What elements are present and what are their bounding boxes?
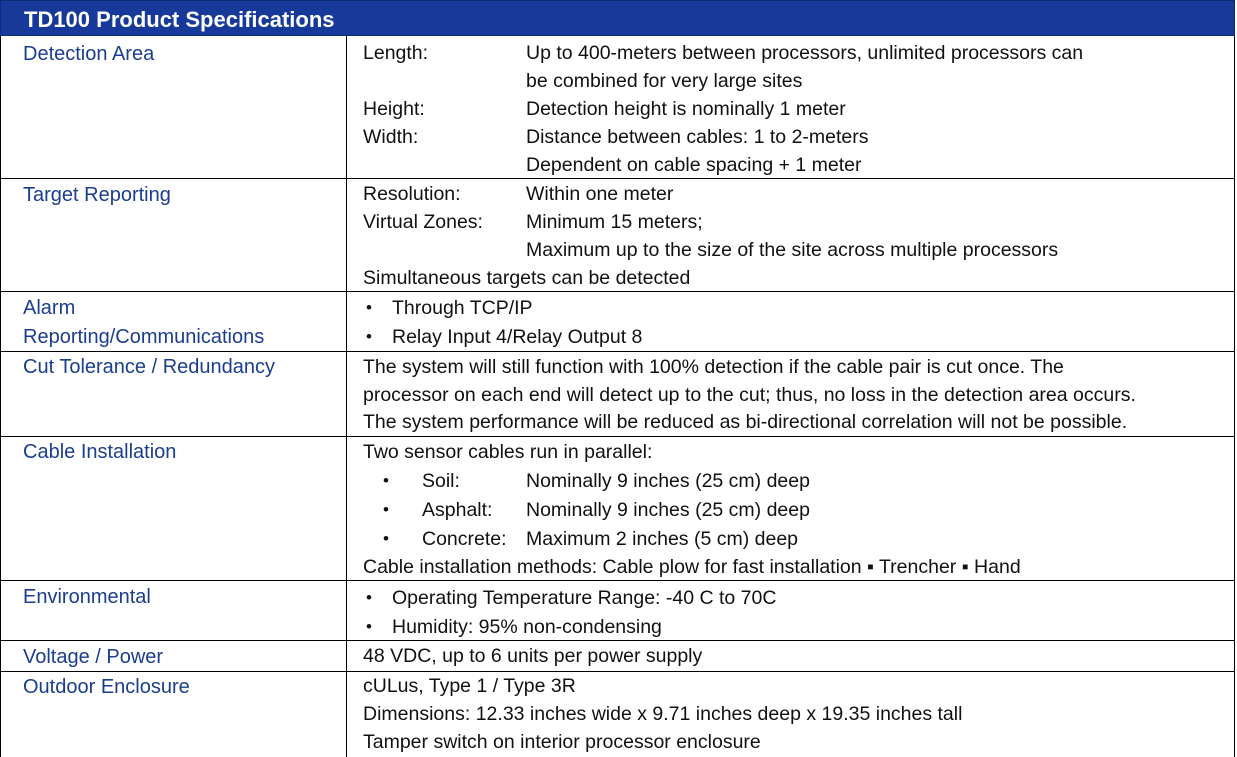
- simultaneous-targets: Simultaneous targets can be detected: [363, 267, 691, 289]
- label-enclosure: Outdoor Enclosure: [23, 676, 190, 698]
- bullet-icon: •: [383, 471, 389, 490]
- soil-key: Soil:: [422, 470, 460, 492]
- virtual-zones-value-1: Minimum 15 meters;: [526, 211, 703, 233]
- height-value: Detection height is nominally 1 meter: [526, 98, 846, 120]
- height-key: Height:: [363, 98, 425, 120]
- label-cable-installation: Cable Installation: [23, 441, 177, 463]
- bullet-icon: •: [366, 617, 372, 636]
- length-key: Length:: [363, 42, 429, 64]
- length-value-1: Up to 400-meters between processors, unlimited processors can: [526, 42, 1084, 64]
- width-value-1: Distance between cables: 1 to 2-meters: [526, 126, 869, 148]
- asphalt-value: Nominally 9 inches (25 cm) deep: [526, 499, 810, 521]
- enclosure-line-2: Dimensions: 12.33 inches wide x 9.71 inches deep x 19.35 inches tall: [363, 703, 963, 725]
- voltage-value: 48 VDC, up to 6 units per power supply: [363, 645, 703, 667]
- cut-tolerance-line-1: The system will still function with 100% detection if the cable pair is cut once. The: [363, 356, 1064, 378]
- alarm-item-relay: Relay Input 4/Relay Output 8: [392, 326, 643, 348]
- label-alarm-2: Reporting/Communications: [23, 326, 265, 348]
- env-item-temperature: Operating Temperature Range: -40 C to 70C: [392, 587, 777, 609]
- resolution-key: Resolution:: [363, 183, 461, 205]
- enclosure-line-3: Tamper switch on interior processor enclosure: [363, 731, 761, 753]
- bullet-icon: •: [383, 529, 389, 548]
- column-divider: [346, 36, 347, 757]
- virtual-zones-key: Virtual Zones:: [363, 211, 483, 233]
- title-bar: [0, 0, 1235, 36]
- bullet-icon: •: [383, 500, 389, 519]
- label-environmental: Environmental: [23, 586, 151, 608]
- label-target-reporting: Target Reporting: [23, 184, 171, 206]
- cable-intro: Two sensor cables run in parallel:: [363, 441, 653, 463]
- label-cut-tolerance: Cut Tolerance / Redundancy: [23, 356, 276, 378]
- enclosure-line-1: cULus, Type 1 / Type 3R: [363, 675, 576, 697]
- installation-methods: Cable installation methods: Cable plow for fast installation ▪ Trencher ▪ Hand: [363, 556, 1021, 578]
- length-value-2: be combined for very large sites: [526, 70, 803, 92]
- cut-tolerance-line-2: processor on each end will detect up to the cut; thus, no loss in the detection area occurs.: [363, 384, 1136, 406]
- page-title: TD100 Product Specifications: [24, 7, 335, 32]
- concrete-value: Maximum 2 inches (5 cm) deep: [526, 528, 799, 550]
- left-border: [0, 36, 1, 757]
- asphalt-key: Asphalt:: [422, 499, 493, 521]
- concrete-key: Concrete:: [422, 528, 507, 550]
- env-item-humidity: Humidity: 95% non-condensing: [392, 616, 662, 638]
- label-voltage: Voltage / Power: [23, 646, 164, 668]
- bullet-icon: •: [366, 588, 372, 607]
- width-key: Width:: [363, 126, 419, 148]
- resolution-value: Within one meter: [526, 183, 674, 205]
- label-alarm-1: Alarm: [23, 297, 76, 319]
- bullet-icon: •: [366, 298, 372, 317]
- alarm-item-tcpip: Through TCP/IP: [392, 297, 533, 319]
- soil-value: Nominally 9 inches (25 cm) deep: [526, 470, 810, 492]
- width-value-2: Dependent on cable spacing + 1 meter: [526, 154, 862, 176]
- bullet-icon: •: [366, 327, 372, 346]
- virtual-zones-value-2: Maximum up to the size of the site across multiple processors: [526, 239, 1059, 261]
- cut-tolerance-line-3: The system performance will be reduced as bi-directional correlation will not be possible.: [363, 411, 1128, 433]
- label-detection-area: Detection Area: [23, 43, 155, 65]
- right-border: [1234, 36, 1235, 757]
